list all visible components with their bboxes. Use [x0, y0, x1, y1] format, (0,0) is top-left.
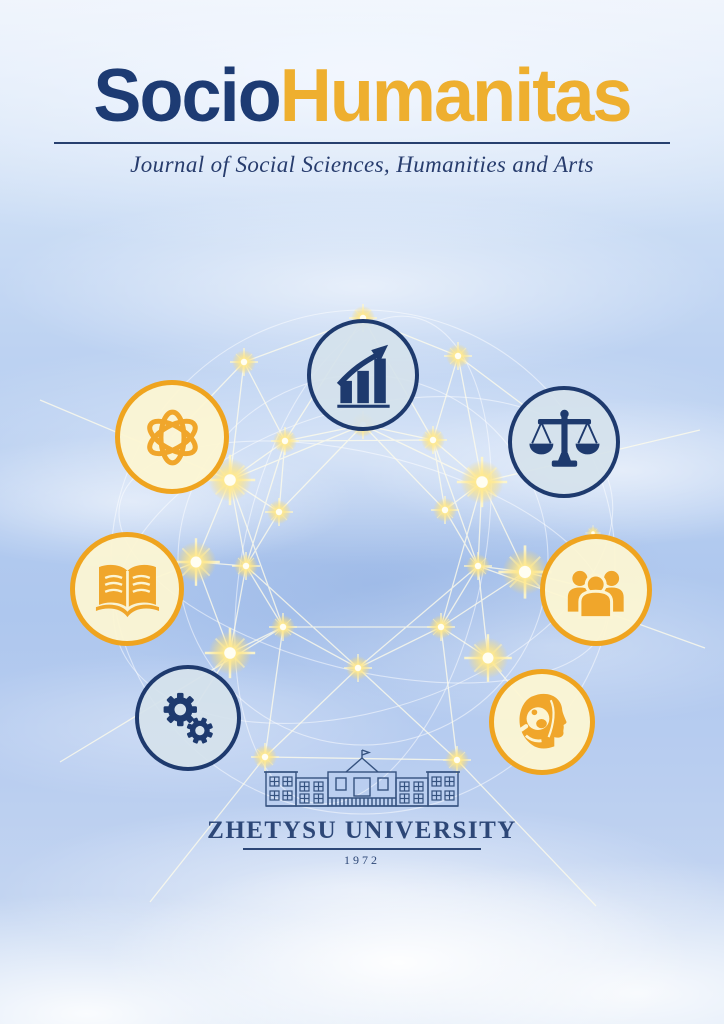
- journal-subtitle: Journal of Social Sciences, Humanities and Arts: [130, 152, 594, 177]
- atom-icon: [134, 399, 211, 476]
- justice-scales-badge: [508, 386, 620, 498]
- growth-chart-badge: [307, 319, 419, 431]
- university-name: ZHETYSU UNIVERSITY: [207, 817, 517, 844]
- open-book-badge: [70, 532, 184, 646]
- mind-head-icon: [506, 686, 577, 757]
- masthead: [0, 53, 724, 178]
- journal-title: [14, 53, 709, 137]
- university-logo: [0, 748, 724, 868]
- journal-title-secondary: Humanitas: [279, 53, 631, 137]
- growth-chart-icon: [325, 337, 402, 414]
- title-rule: [54, 142, 670, 144]
- university-building-icon: [252, 748, 472, 810]
- gears-icon: [152, 682, 225, 755]
- justice-scales-icon: [526, 404, 603, 481]
- journal-title-primary: Socio: [93, 53, 280, 137]
- open-book-icon: [89, 551, 166, 628]
- founding-year: 1972: [344, 853, 380, 867]
- community-people-badge: [540, 534, 652, 646]
- atom-badge: [115, 380, 229, 494]
- community-people-icon: [558, 552, 633, 627]
- logo-rule: [243, 848, 481, 850]
